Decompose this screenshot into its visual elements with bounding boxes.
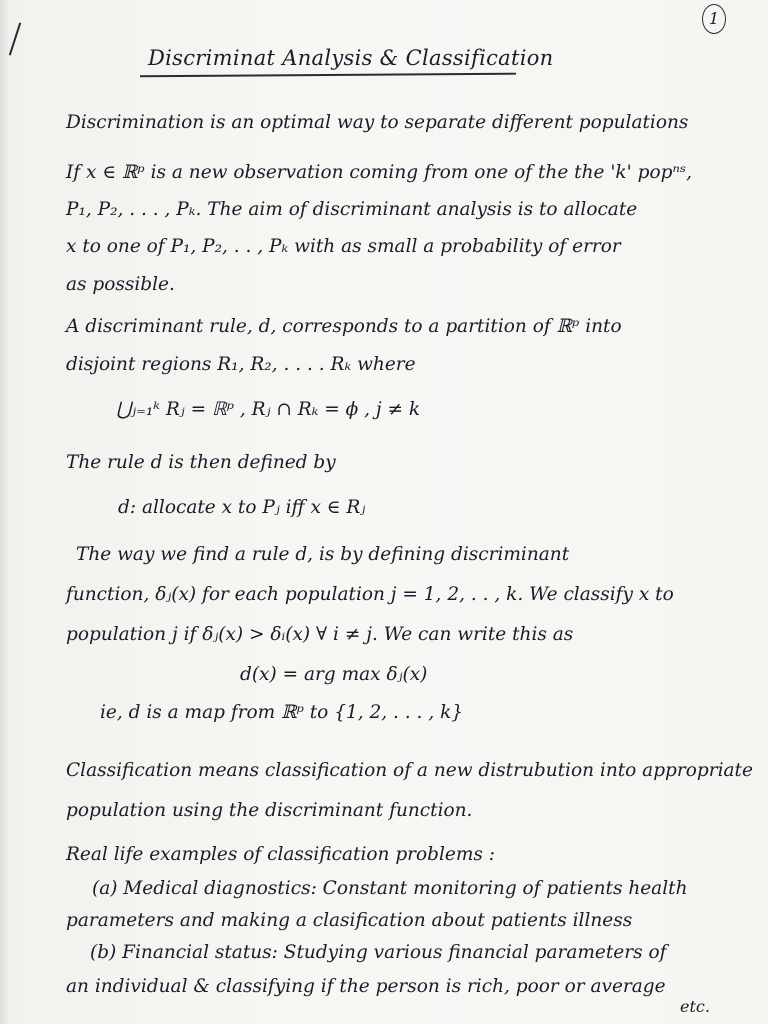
example-a-line-2: parameters and making a clasification about patients illness [66, 910, 633, 931]
line-9: The way we find a rule d, is by defining discriminant [76, 544, 570, 565]
example-a-line-1: (a) Medical diagnostics: Constant monitoring of patients health [92, 878, 688, 899]
line-8: The rule d is then defined by [66, 452, 336, 473]
line-14: population using the discriminant function. [66, 800, 473, 821]
examples-heading: Real life examples of classification problems : [66, 844, 496, 865]
example-b-line-1: (b) Financial status: Studying various financial parameters of [90, 942, 667, 963]
line-12: ie, d is a map from ℝᵖ to {1, 2, . . . , k} [100, 702, 464, 723]
example-b-etc: etc. [680, 997, 710, 1016]
argmax-equation: d(x) = arg max δⱼ(x) [240, 664, 428, 685]
example-b-line-2: an individual & classifying if the person is rich, poor or average [66, 976, 666, 997]
line-10: function, δⱼ(x) for each population j = 1, 2, . . , k. We classify x to [66, 584, 674, 605]
line-7: disjoint regions R₁, R₂, . . . . Rₖ where [66, 354, 416, 375]
line-4: x to one of P₁, P₂, . . , Pₖ with as small a probability of error [66, 236, 621, 257]
line-2: If x ∈ ℝᵖ is a new observation coming from one of the the 'k' popⁿˢ, [66, 162, 693, 183]
union-equation: ⋃ⱼ₌₁ᵏ Rⱼ = ℝᵖ , Rⱼ ∩ Rₖ = ϕ , j ≠ k [116, 399, 421, 420]
line-1: Discrimination is an optimal way to separate different populations [66, 112, 689, 133]
line-3: P₁, P₂, . . . , Pₖ. The aim of discriminant analysis is to allocate [66, 199, 638, 220]
margin-pen-mark [9, 23, 21, 56]
page-title: Discriminat Analysis & Classification [148, 46, 554, 70]
line-13: Classification means classification of a new distrubution into appropriate [66, 760, 753, 781]
line-11: population j if δⱼ(x) > δᵢ(x) ∀ i ≠ j. We can write this as [66, 624, 574, 645]
line-6: A discriminant rule, d, corresponds to a partition of ℝᵖ into [66, 316, 622, 337]
rule-definition: d: allocate x to Pⱼ iff x ∈ Rⱼ [118, 497, 366, 518]
page-edge-shadow [0, 0, 10, 1024]
title-underline [140, 73, 516, 77]
line-5: as possible. [66, 274, 175, 295]
page-number: 1 [702, 4, 726, 34]
